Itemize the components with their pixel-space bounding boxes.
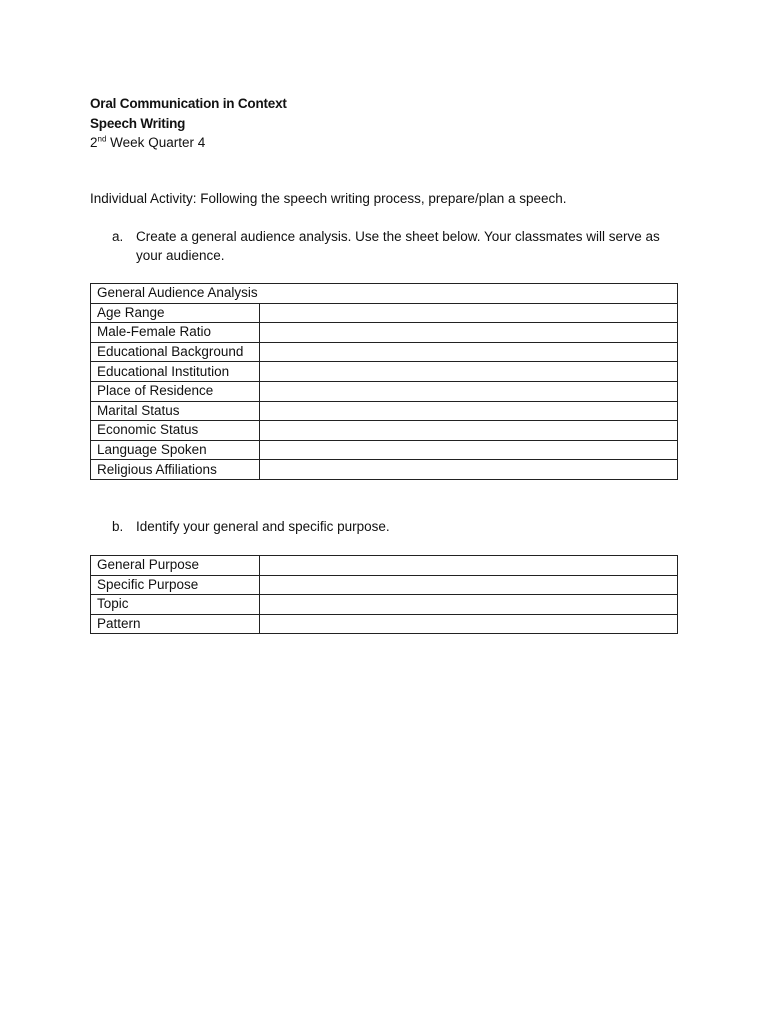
list-item-a <box>112 227 672 265</box>
list-text-a: Create a general audience analysis. Use the sheet below. Your classmates will serve as your audience. <box>136 229 660 263</box>
row-value-field[interactable] <box>260 614 678 634</box>
table-header-cell: General Audience Analysis <box>91 284 678 304</box>
list-marker-a: a. <box>112 229 124 244</box>
row-label: Language Spoken <box>91 440 260 460</box>
list-marker-b: b. <box>112 519 124 534</box>
table-row <box>91 303 678 323</box>
week-quarter-text: Week Quarter 4 <box>106 135 206 150</box>
row-value-field[interactable] <box>260 362 678 382</box>
row-label: Age Range <box>91 303 260 323</box>
row-value-field[interactable] <box>260 440 678 460</box>
row-value-field[interactable] <box>260 323 678 343</box>
table-row <box>91 460 678 480</box>
list-item-b <box>112 517 672 536</box>
audience-analysis-table <box>90 283 678 480</box>
list-text-b: Identify your general and specific purpose. <box>136 519 390 534</box>
purpose-table <box>90 555 678 634</box>
week-quarter-line <box>90 133 690 153</box>
row-label: Marital Status <box>91 401 260 421</box>
table-row <box>91 401 678 421</box>
table-row <box>91 421 678 441</box>
row-label: Economic Status <box>91 421 260 441</box>
row-label: General Purpose <box>91 556 260 576</box>
row-label: Male-Female Ratio <box>91 323 260 343</box>
document-header <box>90 94 690 153</box>
table-row <box>91 575 678 595</box>
row-label: Educational Institution <box>91 362 260 382</box>
table-row <box>91 381 678 401</box>
table-row <box>91 556 678 576</box>
row-label: Pattern <box>91 614 260 634</box>
table-row <box>91 323 678 343</box>
week-ordinal-suffix: nd <box>97 134 107 144</box>
row-value-field[interactable] <box>260 556 678 576</box>
activity-instruction: Individual Activity: Following the speech writing process, prepare/plan a speech. <box>90 191 567 206</box>
row-label: Educational Background <box>91 342 260 362</box>
table-header-row <box>91 284 678 304</box>
row-value-field[interactable] <box>260 421 678 441</box>
row-value-field[interactable] <box>260 342 678 362</box>
row-value-field[interactable] <box>260 401 678 421</box>
table-row <box>91 440 678 460</box>
table-row <box>91 342 678 362</box>
row-label: Topic <box>91 595 260 615</box>
row-value-field[interactable] <box>260 460 678 480</box>
row-value-field[interactable] <box>260 381 678 401</box>
row-value-field[interactable] <box>260 303 678 323</box>
course-title: Oral Communication in Context <box>90 96 287 111</box>
row-label: Religious Affiliations <box>91 460 260 480</box>
table-row <box>91 362 678 382</box>
week-number: 2 <box>90 135 98 150</box>
table-row <box>91 595 678 615</box>
row-value-field[interactable] <box>260 595 678 615</box>
lesson-title: Speech Writing <box>90 115 186 131</box>
row-label: Specific Purpose <box>91 575 260 595</box>
row-label: Place of Residence <box>91 381 260 401</box>
row-value-field[interactable] <box>260 575 678 595</box>
table-row <box>91 614 678 634</box>
